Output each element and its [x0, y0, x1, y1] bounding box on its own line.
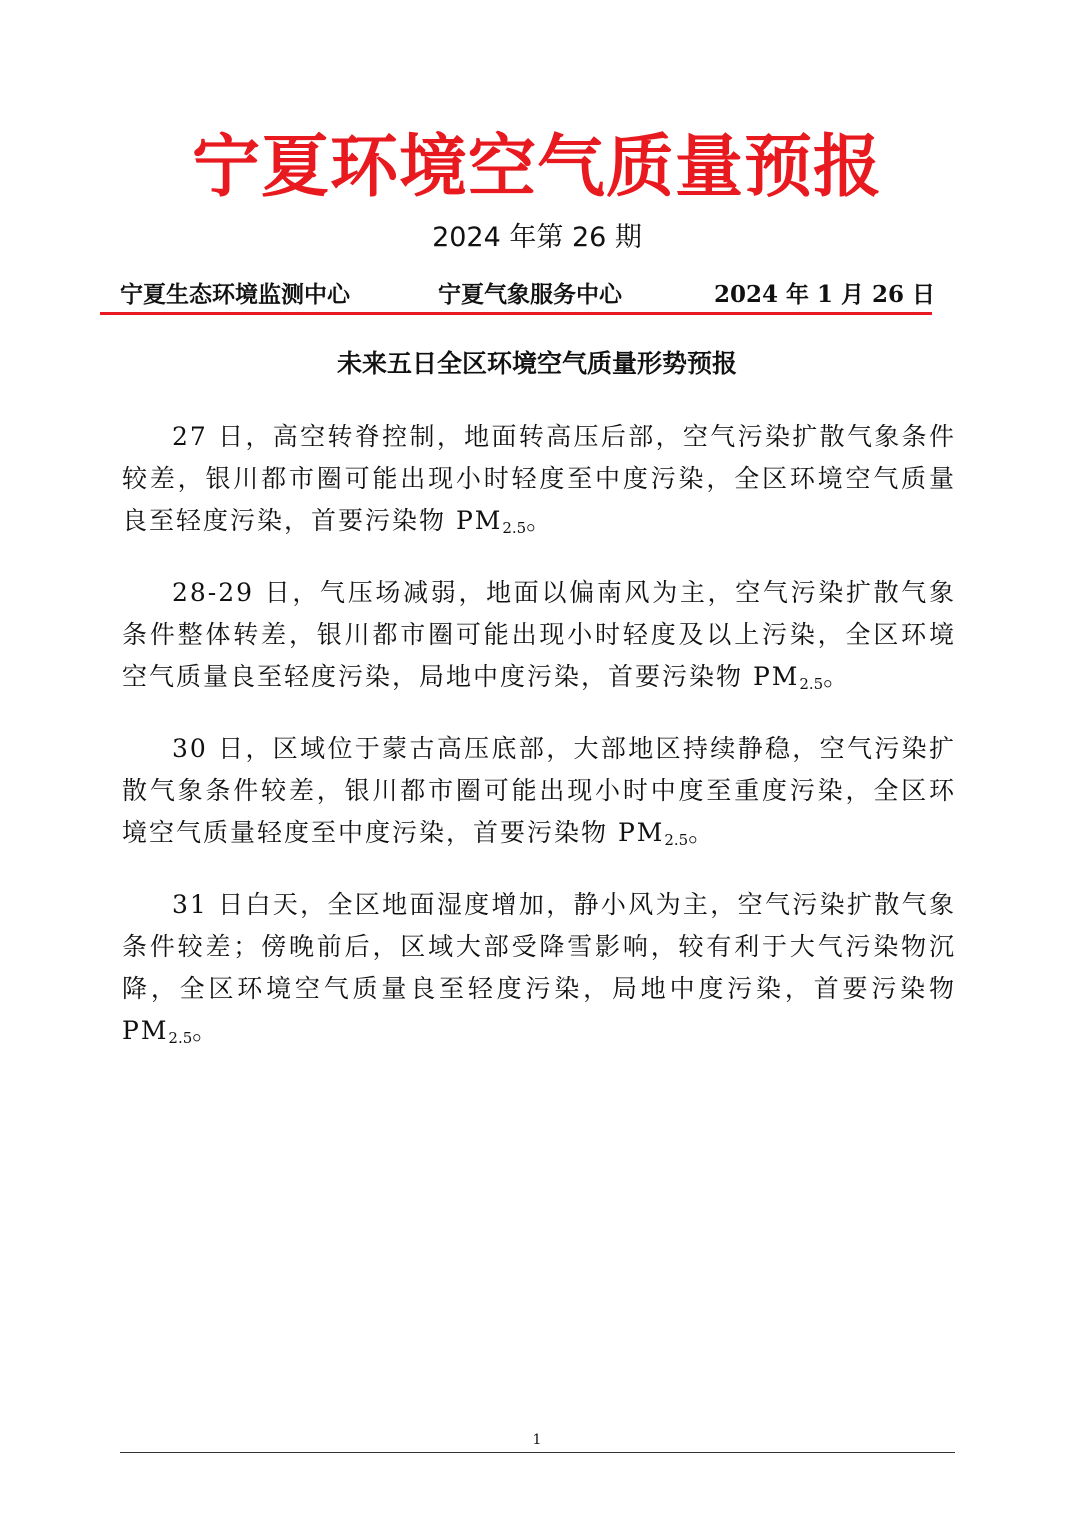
page-number: 1 — [532, 1432, 542, 1448]
forecast-paragraph: 27 日，高空转脊控制，地面转高压后部，空气污染扩散气象条件较差，银川都市圈可能出现小时轻度至中度污染，全区环境空气质量良至轻度污染，首要污染物 $PM_{2.5}$。 — [122, 422, 956, 537]
issuer-weather-center: 宁夏气象服务中心 — [438, 281, 622, 308]
forecast-paragraph: 31 日白天，全区地面湿度增加，静小风为主，空气污染扩散气象条件较差；傍晚前后，区域大部受降雪影响，较有利于大气污染物沉降，全区环境空气质量良至轻度污染，局地中度污染，首要污染物 $PM_{2.5}$。 — [122, 890, 956, 1047]
issuer-ecology-center: 宁夏生态环境监测中心 — [120, 281, 350, 308]
issue-number: 2024 年第 26 期 — [432, 222, 642, 253]
main-title: 宁夏环境空气质量预报 — [191, 128, 882, 207]
forecast-paragraph: 30 日，区域位于蒙古高压底部，大部地区持续静稳，空气污染扩散气象条件较差，银川都市圈可能出现小时中度至重度污染，全区环境空气质量轻度至中度污染，首要污染物 $PM_{2.5}$。 — [122, 734, 956, 849]
issue-date: 2024 年 1 月 26 日 — [713, 281, 935, 308]
issuer-row — [120, 278, 935, 312]
section-title: 未来五日全区环境空气质量形势预报 — [336, 349, 737, 378]
red-divider — [100, 312, 932, 315]
forecast-body — [122, 416, 956, 1052]
forecast-paragraph: 28-29 日，气压场减弱，地面以偏南风为主，空气污染扩散气象条件整体转差，银川都市圈可能出现小时轻度及以上污染，全区环境空气质量良至轻度污染，局地中度污染，首要污染物 $PM_{2.5}$。 — [122, 578, 956, 693]
footer-divider — [120, 1452, 955, 1453]
